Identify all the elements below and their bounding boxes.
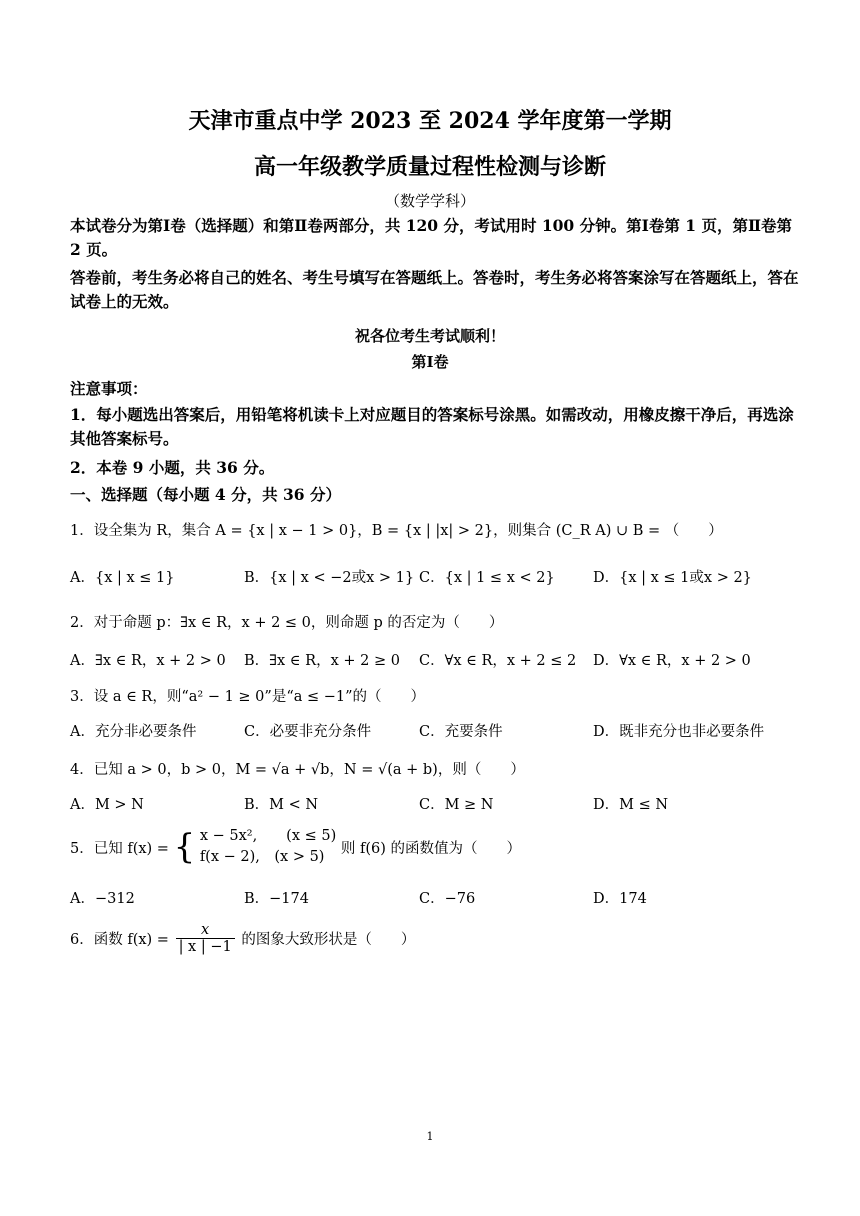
intro-paragraph-1: 本试卷分为第Ⅰ卷（选择题）和第Ⅱ卷两部分，共 120 分，考试用时 100 分钟。第Ⅰ卷第 1 页，第Ⅱ卷第 2 页。: [70, 216, 793, 260]
section-heading: 一、选择题（每小题 4 分，共 36 分）: [70, 485, 341, 504]
question-3-option-a: A．充分非必要条件: [70, 724, 197, 740]
question-2-option-b: B．∃x ∈ R，x + 2 ≥ 0: [244, 653, 400, 669]
volume-label: 第Ⅰ卷: [411, 353, 449, 371]
piecewise-case-2: f(x − 2), (x > 5): [199, 849, 325, 866]
question-6-suffix: 的图象大致形状是（ ）: [241, 932, 416, 948]
exam-title-line2: 高一年级教学质量过程性检测与诊断: [253, 154, 606, 180]
question-4-option-b: B．M < N: [244, 797, 319, 813]
question-3-stem: 3．设 a ∈ R，则“a² − 1 ≥ 0”是“a ≤ −1”的（ ）: [70, 689, 426, 705]
fraction-denominator: | x | −1: [178, 939, 232, 955]
question-2-option-c: C．∀x ∈ R，x + 2 ≤ 2: [419, 653, 577, 669]
wish-line: 祝各位考生考试顺利！: [354, 327, 505, 345]
piecewise-brace: {: [173, 827, 196, 868]
question-1-option-c: C．{x | 1 ≤ x < 2}: [419, 570, 555, 586]
question-2-option-a: A．∃x ∈ R，x + 2 > 0: [70, 653, 226, 669]
question-2-option-d: D．∀x ∈ R，x + 2 > 0: [593, 653, 751, 669]
question-5-stem: [70, 826, 521, 868]
question-3-option-c: C．充要条件: [419, 724, 503, 740]
intro-paragraph-2: 答卷前，考生务必将自己的姓名、考生号填写在答题纸上。答卷时，考生务必将答案涂写在答题纸上，答在试卷上的无效。: [70, 268, 799, 312]
piecewise-case-1: x − 5x², (x ≤ 5): [199, 828, 337, 844]
question-4-option-a: A．M > N: [70, 797, 144, 813]
question-5-option-a: A．−312: [70, 891, 135, 907]
question-1-stem: 1．设全集为 R，集合 A = {x | x − 1 > 0}，B = {x | |x| > 2}，则集合 (C_R A) ∪ B = （ ）: [70, 523, 723, 539]
question-5-suffix: 则 f(6) 的函数值为（ ）: [340, 840, 522, 857]
subject-label: （数学学科）: [384, 192, 475, 210]
fraction-numerator: x: [176, 922, 235, 939]
question-1-option-b: B．{x | x < −2或x > 1}: [244, 570, 415, 586]
question-1-option-a: A．{x | x ≤ 1}: [70, 570, 175, 586]
question-5-prefix: 5．已知 f(x) =: [70, 840, 169, 857]
question-2-stem: 2．对于命题 p：∃x ∈ R，x + 2 ≤ 0，则命题 p 的否定为（ ）: [70, 615, 504, 631]
notes-item-2: 2．本卷 9 小题，共 36 分。: [70, 458, 275, 477]
question-4-stem: 4．已知 a > 0，b > 0，M = √a + √b，N = √(a + b)，则（ ）: [70, 762, 525, 778]
piecewise-cases: [200, 826, 336, 868]
page-number: 1: [426, 1130, 434, 1143]
question-3-option-b: C．必要非充分条件: [244, 724, 372, 740]
question-6-prefix: 6．函数 f(x) =: [70, 932, 169, 948]
question-6-stem: [70, 922, 415, 955]
notes-item-1: 1．每小题选出答案后，用铅笔将机读卡上对应题目的答案标号涂黑。如需改动，用橡皮擦干净后，再选涂其他答案标号。: [70, 405, 794, 449]
question-5-option-b: B．−174: [244, 891, 309, 907]
question-4-option-c: C．M ≥ N: [419, 797, 494, 813]
question-4-option-d: D．M ≤ N: [593, 797, 669, 813]
notes-heading: 注意事项：: [70, 379, 148, 398]
question-5-option-d: D．174: [593, 891, 647, 907]
question-3-option-d: D．既非充分也非必要条件: [593, 724, 765, 740]
question-1-option-d: D．{x | x ≤ 1或x > 2}: [593, 570, 752, 586]
question-5-option-c: C．−76: [419, 891, 476, 907]
exam-title-line1: 天津市重点中学 2023 至 2024 学年度第一学期: [188, 108, 672, 134]
fraction: [176, 922, 235, 955]
